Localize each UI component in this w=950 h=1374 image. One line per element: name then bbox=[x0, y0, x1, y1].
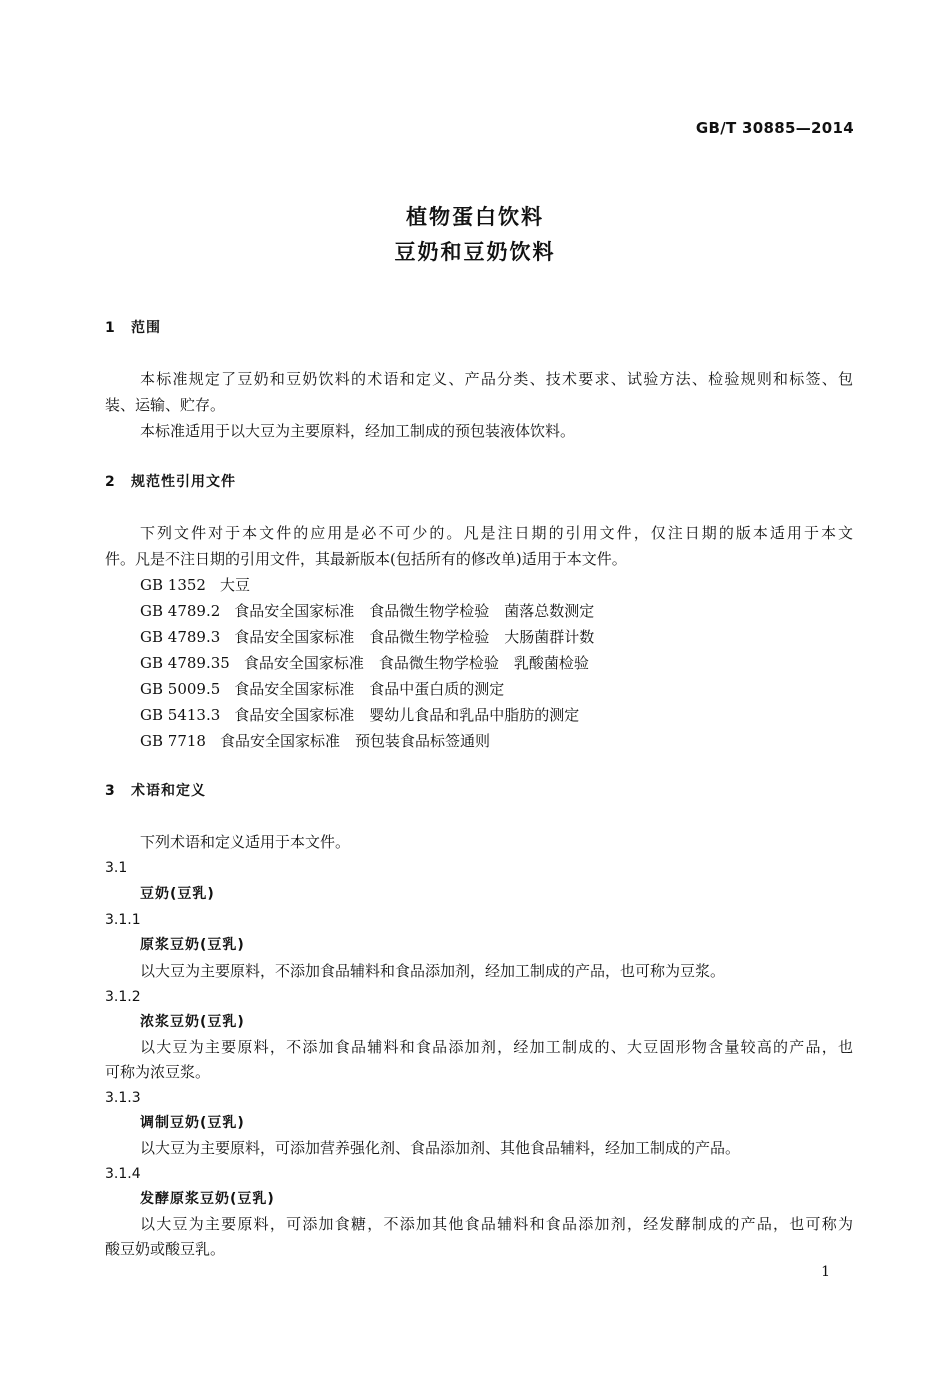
reference-code: GB 4789.35 bbox=[140, 654, 230, 672]
term-definition-line-1: 以大豆为主要原料，可添加营养强化剂、食品添加剂、其他食品辅料，经加工制成的产品。 bbox=[140, 1139, 741, 1157]
term-name: 调制豆奶(豆乳) bbox=[140, 1115, 245, 1131]
reference-code: GB 4789.3 bbox=[140, 628, 221, 646]
term-definition-line-2: 可称为浓豆浆。 bbox=[105, 1063, 211, 1081]
reference-item bbox=[140, 628, 594, 646]
term-number: 3.1.4 bbox=[105, 1166, 141, 1182]
section-2-intro-line-1: 下列文件对于本文件的应用是必不可少的。凡是注日期的引用文件，仅注日期的版本适用于本文 bbox=[140, 524, 853, 542]
section-number: 3 bbox=[105, 783, 116, 799]
section-title: 规范性引用文件 bbox=[131, 474, 236, 490]
term-number: 3.1.3 bbox=[105, 1090, 141, 1106]
reference-item bbox=[140, 706, 579, 724]
reference-code: GB 4789.2 bbox=[140, 602, 221, 620]
reference-item bbox=[140, 576, 250, 594]
section-title: 范围 bbox=[131, 320, 161, 336]
term-number: 3.1.2 bbox=[105, 989, 141, 1005]
reference-code: GB 5413.3 bbox=[140, 706, 221, 724]
term-name: 原浆豆奶(豆乳) bbox=[140, 937, 245, 953]
section-1-heading bbox=[105, 319, 161, 337]
term-number: 3.1.1 bbox=[105, 912, 141, 928]
reference-title: 食品安全国家标准 婴幼儿食品和乳品中脂肪的测定 bbox=[234, 706, 580, 724]
reference-item bbox=[140, 680, 504, 698]
reference-item bbox=[140, 654, 589, 672]
reference-code: GB 5009.5 bbox=[140, 680, 221, 698]
section-3-intro: 下列术语和定义适用于本文件。 bbox=[140, 833, 351, 851]
reference-title: 大豆 bbox=[219, 576, 250, 594]
section-number: 2 bbox=[105, 474, 116, 490]
reference-title: 食品安全国家标准 食品中蛋白质的测定 bbox=[234, 680, 505, 698]
page-number: 1 bbox=[821, 1264, 830, 1280]
section-2-intro-line-2: 件。凡是不注日期的引用文件，其最新版本(包括所有的修改单)适用于本文件。 bbox=[105, 550, 627, 568]
term-definition-line-2: 酸豆奶或酸豆乳。 bbox=[105, 1240, 226, 1258]
term-name: 浓浆豆奶(豆乳) bbox=[140, 1014, 245, 1030]
section-1-paragraph-1-line-2: 装、运输、贮存。 bbox=[105, 396, 226, 414]
term-number: 3.1 bbox=[105, 860, 128, 876]
section-number: 1 bbox=[105, 320, 116, 336]
section-3-heading bbox=[105, 782, 206, 800]
reference-title: 食品安全国家标准 预包装食品标签通则 bbox=[219, 732, 490, 750]
reference-title: 食品安全国家标准 食品微生物学检验 大肠菌群计数 bbox=[234, 628, 595, 646]
term-definition-line-1: 以大豆为主要原料，不添加食品辅料和食品添加剂，经加工制成的产品，也可称为豆浆。 bbox=[140, 962, 726, 980]
section-2-heading bbox=[105, 473, 236, 491]
title-line-1: 植物蛋白饮料 bbox=[406, 205, 544, 229]
reference-item bbox=[140, 602, 594, 620]
reference-title: 食品安全国家标准 食品微生物学检验 乳酸菌检验 bbox=[243, 654, 589, 672]
standard-number: GB/T 30885—2014 bbox=[695, 119, 854, 137]
reference-item bbox=[140, 732, 490, 750]
title-line-2: 豆奶和豆奶饮料 bbox=[394, 240, 556, 264]
section-title: 术语和定义 bbox=[131, 783, 206, 799]
reference-code: GB 1352 bbox=[140, 576, 206, 594]
term-name: 豆奶(豆乳) bbox=[140, 886, 215, 902]
reference-code: GB 7718 bbox=[140, 732, 206, 750]
term-name: 发酵原浆豆奶(豆乳) bbox=[140, 1191, 275, 1207]
term-definition-line-1: 以大豆为主要原料，不添加食品辅料和食品添加剂，经加工制成的、大豆固形物含量较高的产品，也 bbox=[140, 1038, 853, 1056]
section-1-paragraph-2: 本标准适用于以大豆为主要原料，经加工制成的预包装液体饮料。 bbox=[140, 422, 576, 440]
section-1-paragraph-1-line-1: 本标准规定了豆奶和豆奶饮料的术语和定义、产品分类、技术要求、试验方法、检验规则和标签、包 bbox=[140, 370, 853, 388]
reference-title: 食品安全国家标准 食品微生物学检验 菌落总数测定 bbox=[234, 602, 595, 620]
term-definition-line-1: 以大豆为主要原料，可添加食糖，不添加其他食品辅料和食品添加剂，经发酵制成的产品，也可称为 bbox=[140, 1215, 853, 1233]
